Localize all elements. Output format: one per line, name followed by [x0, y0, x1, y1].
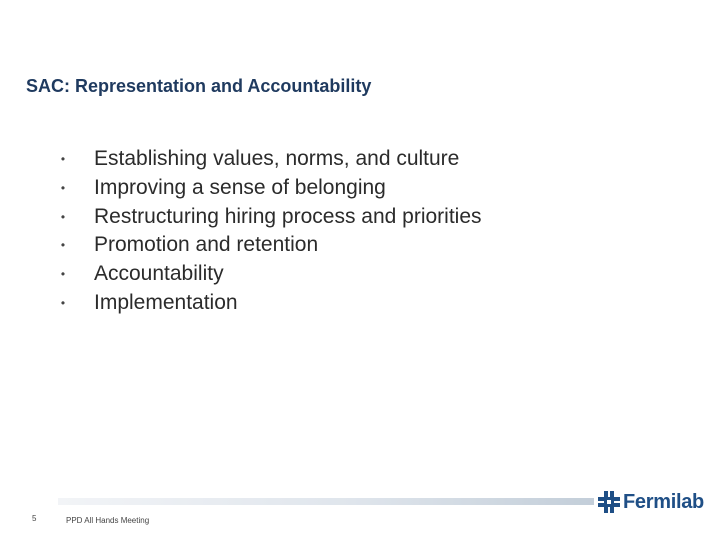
bullet-dot-icon: • [60, 180, 66, 195]
fermilab-logo [598, 491, 704, 513]
footer-divider [58, 498, 594, 505]
bullet-dot-icon: • [60, 238, 66, 253]
bullet-text: Establishing values, norms, and culture [94, 147, 460, 170]
bullet-dot-icon: • [60, 152, 66, 166]
bullet-dot-icon: • [60, 295, 66, 310]
bullet-dot-icon: • [60, 267, 66, 282]
footer-text: PPD All Hands Meeting [66, 516, 150, 525]
bullet-text: Accountability [94, 262, 224, 286]
page-number: 5 [32, 514, 37, 523]
bullet-text: Implementation [94, 290, 238, 314]
bullet-text: Improving a sense of belonging [94, 175, 386, 199]
fermilab-logo-icon [598, 491, 620, 513]
bullet-text: Promotion and retention [94, 233, 319, 257]
slide-title: SAC: Representation and Accountability [26, 76, 372, 96]
bullet-text: Restructuring hiring process and priorities [94, 204, 482, 228]
bullet-dot-icon: • [60, 209, 66, 224]
logo-wordmark: Fermilab [623, 491, 704, 513]
